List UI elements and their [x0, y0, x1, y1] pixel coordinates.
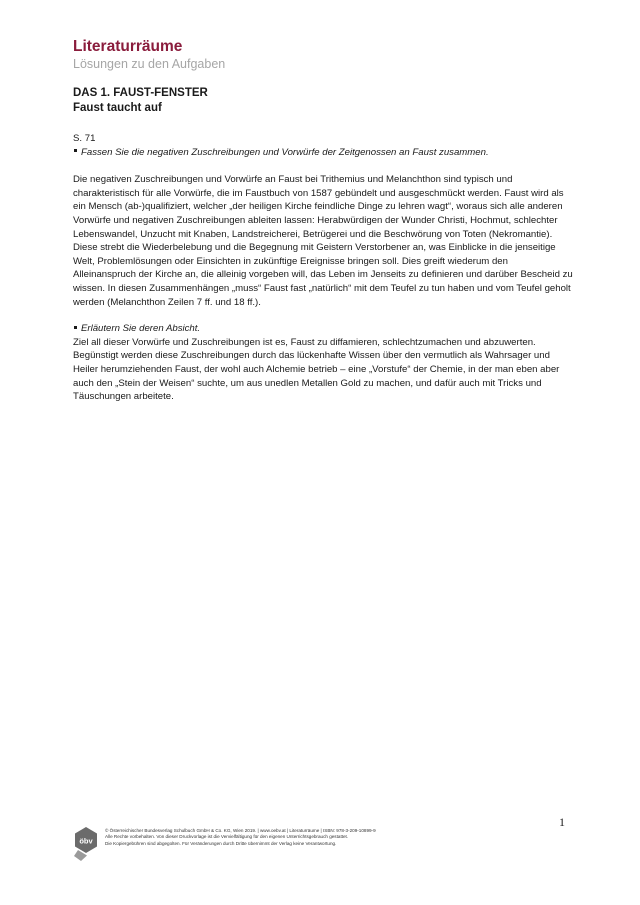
- task-prompt-2-text: Erläutern Sie deren Absicht.: [81, 323, 201, 335]
- task-prompt-2: [73, 322, 573, 336]
- brand-title: Literaturräume: [73, 38, 183, 55]
- copyright-line-1: © Österreichischer Bundesverlag Schulbuch GmbH & Co. KG, Wien 2019. | www.oebv.at | Literaturräume | ISBN: 978-3-209-10899-9: [105, 828, 376, 833]
- logo-text: öbv: [79, 836, 93, 846]
- task-answer-2: Ziel all dieser Vorwürfe und Zuschreibungen ist es, Faust zu diffamieren, schlechtzumachen und abzuwerten. Begünstigt werden diese Zuschreibungen durch das lückenhafte Wissen über den vermutlich als Wahrsager und Heiler herumziehenden Faust, der wohl auch Alchemie betrieb – eine „Vorstufe“ der Chemie, in der man eben aber auch den „Stein der Weisen“ suchte, um aus unedlen Metallen Gold zu machen, und dafür auch mit Tricks und Täuschungen arbeitete.: [73, 336, 560, 403]
- footer: [73, 824, 493, 864]
- task-prompt-1: [73, 146, 573, 160]
- page-number: 1: [559, 815, 565, 829]
- bullet-icon: [74, 149, 77, 152]
- section-subtitle: Faust taucht auf: [73, 101, 162, 114]
- copyright-line-2: Alle Rechte vorbehalten. Von dieser Druckvorlage ist die Vervielfältigung für den eigenen Unterrichtsgebrauch gestattet.: [105, 834, 349, 840]
- copyright-line-3: Die Kopiergebühren sind abgegolten. Für Veränderungen durch Dritte übernimmt der Verlag keine Verantwortung.: [105, 840, 337, 846]
- task-answer-1: Die negativen Zuschreibungen und Vorwürfe an Faust bei Trithemius und Melanchthon sind typisch und charakteristisch für alle Vorwürfe, die im Faustbuch von 1587 gebündelt und ausgeschmückt werden. Faust wird als ein Mensch (ab-)qualifiziert, welcher „der heiligen Kirche feindliche Dinge zu lehren wagt“, woraus sich alle anderen Vorwürfe und negativen Zuschreibungen ableiten lassen: Herabwürdigen der Wunder Christi, Hochmut, schlechter Lebenswandel, Unzucht mit Knaben, Landstreicherei, Betrügerei und die Beschwörung von Toten (Nekromantie). Diese strebt die Wiederbelebung und die Begegnung mit Geistern Verstorbener an, was Einblicke in die jenseitige Welt, Problemlösungen oder Einsichten in zukünftige Ereignisse bringen soll. Dies greift wiederum den Alleinanspruch der Kirche an, die alleinig vorgeben will, das Leben im Jenseits zu definieren und darüber Bescheid zu wissen. In diesen Zusammenhängen „muss“ Faust fast „natürlich“ mit dem Teufel zu tun haben und vom Teufel geholt werden (Melanchthon Zeilen 7 ff. und 18 ff.).: [73, 174, 573, 308]
- section-title: DAS 1. FAUST-FENSTER: [73, 87, 208, 99]
- brand-subtitle: Lösungen zu den Aufgaben: [73, 57, 226, 71]
- bullet-icon: [74, 326, 77, 329]
- copyright-notice: [105, 828, 376, 847]
- document-content: [73, 86, 573, 404]
- page-reference: S. 71: [73, 133, 96, 144]
- task-prompt-1-text: Fassen Sie die negativen Zuschreibungen und Vorwürfe der Zeitgenossen an Faust zusammen.: [81, 146, 489, 158]
- publisher-logo-icon: [73, 826, 99, 862]
